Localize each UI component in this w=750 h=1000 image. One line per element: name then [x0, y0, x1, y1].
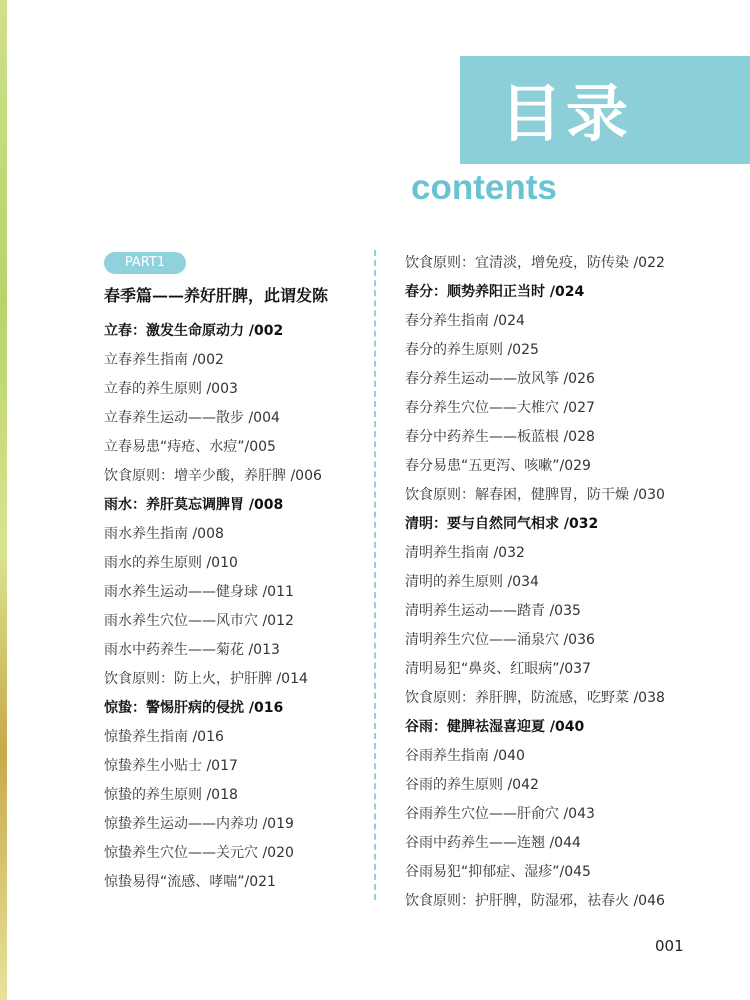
- toc-entry[interactable]: 饮食原则：宜清淡，增免疫，防传染 /022: [405, 255, 665, 271]
- toc-entry[interactable]: 春分养生指南 /024: [405, 313, 525, 329]
- toc-entry[interactable]: 谷雨易犯“抑郁症、湿疹”/045: [405, 864, 591, 880]
- part-badge: PART1: [104, 252, 186, 274]
- toc-entry[interactable]: 清明的养生原则 /034: [405, 574, 539, 590]
- toc-entry[interactable]: 饮食原则：增辛少酸，养肝脾 /006: [104, 468, 322, 484]
- toc-heading[interactable]: 谷雨：健脾祛湿喜迎夏 /040: [405, 719, 585, 735]
- toc-left-column: [104, 321, 322, 901]
- toc-entry[interactable]: 谷雨养生指南 /040: [405, 748, 525, 764]
- toc-entry[interactable]: 饮食原则：养肝脾，防流感，吃野菜 /038: [405, 690, 665, 706]
- toc-entry[interactable]: 雨水养生穴位——风市穴 /012: [104, 613, 294, 629]
- toc-entry[interactable]: 清明养生穴位——涌泉穴 /036: [405, 632, 595, 648]
- toc-entry[interactable]: 惊蛰易得“流感、哮喘”/021: [104, 874, 276, 890]
- toc-entry[interactable]: 谷雨的养生原则 /042: [405, 777, 539, 793]
- toc-right-column: [405, 253, 665, 920]
- toc-entry[interactable]: 春分易患“五更泻、咳嗽”/029: [405, 458, 591, 474]
- toc-entry[interactable]: 惊蛰养生小贴士 /017: [104, 758, 238, 774]
- toc-heading[interactable]: 立春：激发生命原动力 /002: [104, 323, 284, 339]
- toc-entry[interactable]: 饮食原则：解春困，健脾胃，防干燥 /030: [405, 487, 665, 503]
- part-title: 春季篇——养好肝脾，此谓发陈: [104, 286, 329, 305]
- toc-heading[interactable]: 雨水：养肝莫忘调脾胃 /008: [104, 497, 284, 513]
- toc-entry[interactable]: 春分养生穴位——大椎穴 /027: [405, 400, 595, 416]
- toc-heading[interactable]: 春分：顺势养阳正当时 /024: [405, 284, 585, 300]
- toc-entry[interactable]: 谷雨中药养生——连翘 /044: [405, 835, 581, 851]
- toc-entry[interactable]: 雨水的养生原则 /010: [104, 555, 238, 571]
- toc-heading[interactable]: 惊蛰：警惕肝病的侵扰 /016: [104, 700, 284, 716]
- toc-entry[interactable]: 春分养生运动——放风筝 /026: [405, 371, 595, 387]
- toc-entry[interactable]: 雨水养生指南 /008: [104, 526, 224, 542]
- page-title: 目录: [500, 77, 633, 150]
- toc-entry[interactable]: 雨水养生运动——健身球 /011: [104, 584, 294, 600]
- toc-entry[interactable]: 谷雨养生穴位——肝俞穴 /043: [405, 806, 595, 822]
- toc-heading[interactable]: 清明：要与自然同气相求 /032: [405, 516, 599, 532]
- toc-entry[interactable]: 立春易患“痔疮、水痘”/005: [104, 439, 276, 455]
- toc-entry[interactable]: 惊蛰养生指南 /016: [104, 729, 224, 745]
- toc-entry[interactable]: 清明养生运动——踏青 /035: [405, 603, 581, 619]
- toc-entry[interactable]: 饮食原则：护肝脾，防湿邪，祛春火 /046: [405, 893, 665, 909]
- toc-entry[interactable]: 立春的养生原则 /003: [104, 381, 238, 397]
- toc-entry[interactable]: 饮食原则：防上火，护肝脾 /014: [104, 671, 308, 687]
- toc-entry[interactable]: 雨水中药养生——菊花 /013: [104, 642, 280, 658]
- page-subtitle: contents: [411, 168, 557, 207]
- toc-entry[interactable]: 春分中药养生——板蓝根 /028: [405, 429, 595, 445]
- toc-entry[interactable]: 清明养生指南 /032: [405, 545, 525, 561]
- toc-entry[interactable]: 立春养生运动——散步 /004: [104, 410, 280, 426]
- toc-entry[interactable]: 惊蛰养生穴位——关元穴 /020: [104, 845, 294, 861]
- toc-entry[interactable]: 清明易犯“鼻炎、红眼病”/037: [405, 661, 591, 677]
- toc-entry[interactable]: 惊蛰养生运动——内养功 /019: [104, 816, 294, 832]
- toc-entry[interactable]: 立春养生指南 /002: [104, 352, 224, 368]
- toc-entry[interactable]: 春分的养生原则 /025: [405, 342, 539, 358]
- column-divider: [374, 250, 376, 900]
- page-edge-strip: [0, 0, 7, 1000]
- page-number: 001: [655, 937, 684, 955]
- toc-entry[interactable]: 惊蛰的养生原则 /018: [104, 787, 238, 803]
